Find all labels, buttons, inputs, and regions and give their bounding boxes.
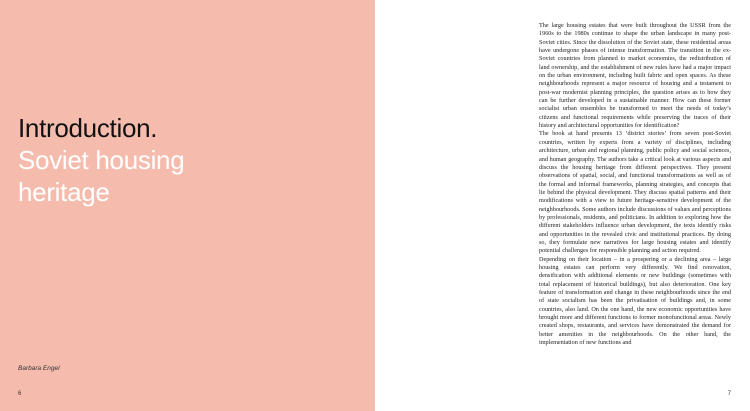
heading-line-soviet-housing: Soviet housing [18, 145, 185, 175]
page-number-left: 6 [18, 391, 22, 397]
body-text [539, 22, 731, 347]
heading-line-heritage: heritage [18, 177, 110, 207]
right-page [375, 0, 750, 411]
chapter-heading [18, 112, 184, 208]
page-number-right: 7 [727, 391, 731, 397]
author-name: Barbara Engel [18, 365, 60, 372]
paragraph-3: Depending on their location – in a prospering or a declining area – large housing estates can perform very differently. We find renovation, densification with additional elements or new buildings (sometimes with total replacement of historical buildings), but also deterioration. One key feature of transformation and change in these neighbourhoods since the end of state socialism has been the privatisation of buildings and, in some countries, also land. On the one hand, the new economic opportunities have brought more and different functions to former monofunctional areas. Newly created shops, restaurants, and services have demonstrated the demand for better amenities in the neighbourhoods. On the other hand, the implementation of new functions and [539, 255, 731, 347]
paragraph-2: The book at hand presents 13 ‘district stories’ from seven post-Soviet countries, written by experts from a variety of disciplines, including architecture, urban and regional planning, public policy and social sciences, and human geography. The authors take a critical look at various aspects and discuss the housing heritage from different perspectives. They present observations of spatial, social, and functional transformations as well as of the formal and informal frameworks, planning strategies, and concepts that lie behind the physical development. They discuss spatial patterns and their modifications with a view to future heritage-sensitive development of the neighbourhoods. Some authors include discussions of values and perceptions by professionals, residents, and politicians. In addition to exploring how the different stakeholders influence urban development, the texts identify risks and opportunities in the revealed civic and institutional practices. By doing so, they formulate new narratives for large housing estates and identify potential challenges for responsible planning and action required. [539, 130, 731, 255]
heading-line-introduction: Introduction. [18, 113, 158, 143]
paragraph-1: The large housing estates that were built throughout the USSR from the 1960s to the 1980s continue to shape the urban landscape in many post-Soviet cities. Since the dissolution of the Soviet state, these residential areas have undergone phases of intense transformation. The transition in the ex-Soviet countries from planned to market economies, the redistribution of land ownership, and the establishment of new rules have had a major impact on the urban environment, including built fabric and open spaces. As these neighbourhoods represent a major resource of housing and a testament to post-war modernist planning principles, the question arises as to how they can be further developed in a sustainable manner. How can these former socialist urban ensembles be transformed to meet the needs of today’s citizens and functional requirements while preserving the traces of their history and architectural opportunities for identification? [539, 22, 731, 130]
